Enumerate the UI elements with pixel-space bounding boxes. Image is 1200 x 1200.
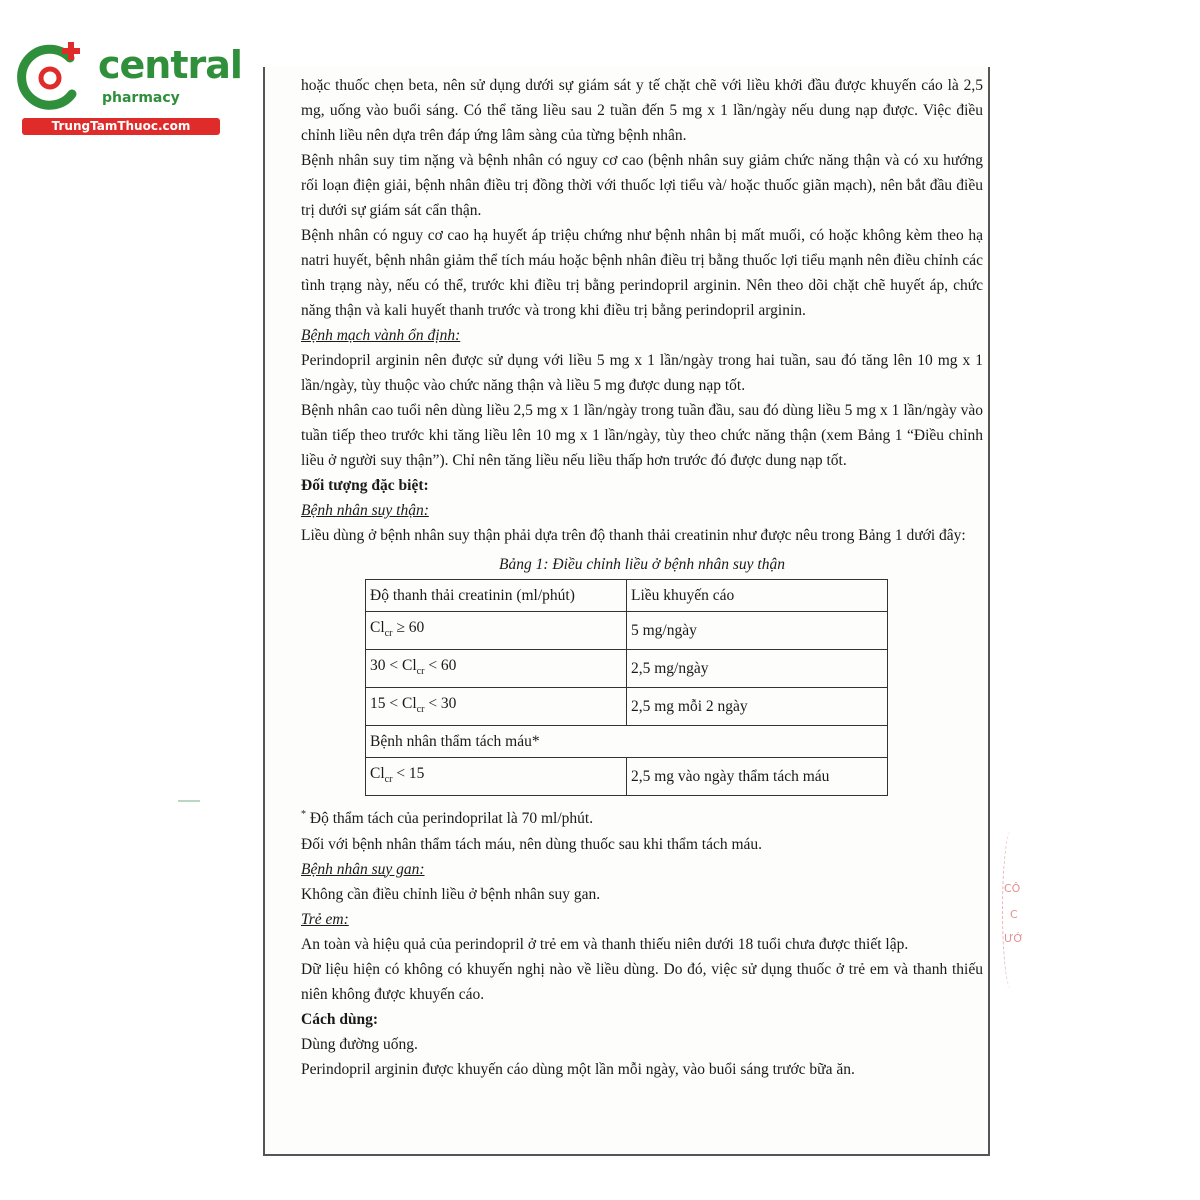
brand-url-banner: TrungTamThuoc.com xyxy=(22,118,220,135)
table-cell: Bệnh nhân thẩm tách máu* xyxy=(366,726,888,758)
document-page xyxy=(263,67,990,1156)
brand-subtitle: pharmacy xyxy=(102,90,180,106)
table-row xyxy=(366,650,888,688)
table-cell: $15 < Cl_{cr} < 30$ xyxy=(366,688,627,726)
section-heading: Đối tượng đặc biệt: xyxy=(301,477,429,494)
section-heading: Cách dùng: xyxy=(301,1010,379,1028)
paragraph: Bệnh nhân cao tuổi nên dùng liều 2,5 mg x 1 lần/ngày trong tuần đầu, sau đó dùng liều 5 mg x 1 lần/ngày vào tuần tiếp theo trước khi tăng liều lên 10 mg x 1 lần/ngày, tùy theo chức năng thận (xem Bảng 1 “Điều chỉnh liều ở người suy thận”). Chỉ nên tăng liều nếu liều thấp hơn trước đó được dung nạp tốt. xyxy=(301,402,983,469)
table-cell: 5 mg/ngày xyxy=(627,612,888,650)
section-heading: Bệnh mạch vành ổn định: xyxy=(301,327,461,344)
paragraph: hoặc thuốc chẹn beta, nên sử dụng dưới sự giám sát y tế chặt chẽ với liều khởi đầu được khuyến cáo là 2,5 mg, uống vào buổi sáng. Có thể tăng liều sau 2 tuần đến 5 mg x 1 lần/ngày nếu dung nạp được. Việc điều chỉnh liều nên dựa trên đáp ứng lâm sàng của từng bệnh nhân. xyxy=(301,77,983,144)
table-row xyxy=(366,726,888,758)
stamp-text: CÔ xyxy=(1004,882,1021,895)
table-cell: 2,5 mg vào ngày thẩm tách máu xyxy=(627,758,888,796)
table-cell: 2,5 mg mỗi 2 ngày xyxy=(627,688,888,726)
paragraph: Liều dùng ở bệnh nhân suy thận phải dựa trên độ thanh thải creatinin như được nêu trong Bảng 1 dưới đây: xyxy=(301,527,966,544)
central-pharmacy-logo-icon xyxy=(10,38,90,118)
document-content xyxy=(301,73,983,1082)
table-caption: Bảng 1: Điều chỉnh liều ở bệnh nhân suy thận xyxy=(499,556,785,573)
table-row xyxy=(366,612,888,650)
table-row xyxy=(366,758,888,796)
paragraph: Dữ liệu hiện có không có khuyến nghị nào về liều dùng. Do đó, việc sử dụng thuốc ở trẻ em và thanh thiếu niên không được khuyến cáo. xyxy=(301,960,983,1003)
stamp-text: C xyxy=(1010,908,1018,921)
brand-name: central xyxy=(98,43,242,87)
paragraph: Dùng đường uống. xyxy=(301,1035,418,1053)
table-footnote: * Độ thẩm tách của perindoprilat là 70 ml/phút. xyxy=(301,809,594,828)
paragraph: Đối với bệnh nhân thẩm tách máu, nên dùng thuốc sau khi thẩm tách máu. xyxy=(301,835,763,853)
section-heading: Bệnh nhân suy gan: xyxy=(301,860,425,878)
stamp-fragment xyxy=(996,830,1026,990)
table-cell: $30 < Cl_{cr} < 60$ xyxy=(366,650,627,688)
brand-logo xyxy=(10,38,242,138)
paragraph: Perindopril arginin được khuyến cáo dùng một lần mỗi ngày, vào buổi sáng trước bữa ăn. xyxy=(301,1060,855,1078)
paragraph: Perindopril arginin nên được sử dụng với liều 5 mg x 1 lần/ngày trong hai tuần, sau đó tăng lên 10 mg x 1 lần/ngày, tùy thuộc vào chức năng thận và liều 5 mg được dung nạp tốt. xyxy=(301,352,983,394)
dose-table xyxy=(365,579,888,796)
paragraph: Bệnh nhân suy tim nặng và bệnh nhân có nguy cơ cao (bệnh nhân suy giảm chức năng thận và có xu hướng rối loạn điện giải, bệnh nhân điều trị đồng thời với thuốc lợi tiểu và/ hoặc thuốc giãn mạch), nên bắt đầu điều trị dưới sự giám sát cẩn thận. xyxy=(301,152,983,219)
stamp-text: ƯỚ xyxy=(1004,932,1024,945)
section-heading: Bệnh nhân suy thận: xyxy=(301,502,429,519)
table-cell: $Cl_{cr} < 15$ xyxy=(366,758,627,796)
table-cell: $Cl_{cr} \ge 60$ xyxy=(366,612,627,650)
paragraph: An toàn và hiệu quả của perindopril ở trẻ em và thanh thiếu niên dưới 18 tuổi chưa được thiết lập. xyxy=(301,935,909,953)
table-header-cell: Độ thanh thải creatinin (ml/phút) xyxy=(366,580,627,612)
paragraph: Không cần điều chỉnh liều ở bệnh nhân suy gan. xyxy=(301,885,601,903)
table-cell: 2,5 mg/ngày xyxy=(627,650,888,688)
table-row xyxy=(366,580,888,612)
scan-mark xyxy=(178,800,200,802)
paragraph: Bệnh nhân có nguy cơ cao hạ huyết áp triệu chứng như bệnh nhân bị mất muối, có hoặc không kèm theo hạ natri huyết, bệnh nhân giảm thể tích máu hoặc bệnh nhân điều trị bằng thuốc lợi tiểu mạnh nên điều chỉnh các tình trạng này, nếu có thể, trước khi điều trị bằng perindopril arginin. Nên theo dõi chặt chẽ huyết áp, chức năng thận và kali huyết thanh trước và trong khi điều trị bằng perindopril arginin. xyxy=(301,227,983,319)
section-heading: Trẻ em: xyxy=(301,910,349,928)
table-row xyxy=(366,688,888,726)
table-header-cell: Liều khuyến cáo xyxy=(627,580,888,612)
